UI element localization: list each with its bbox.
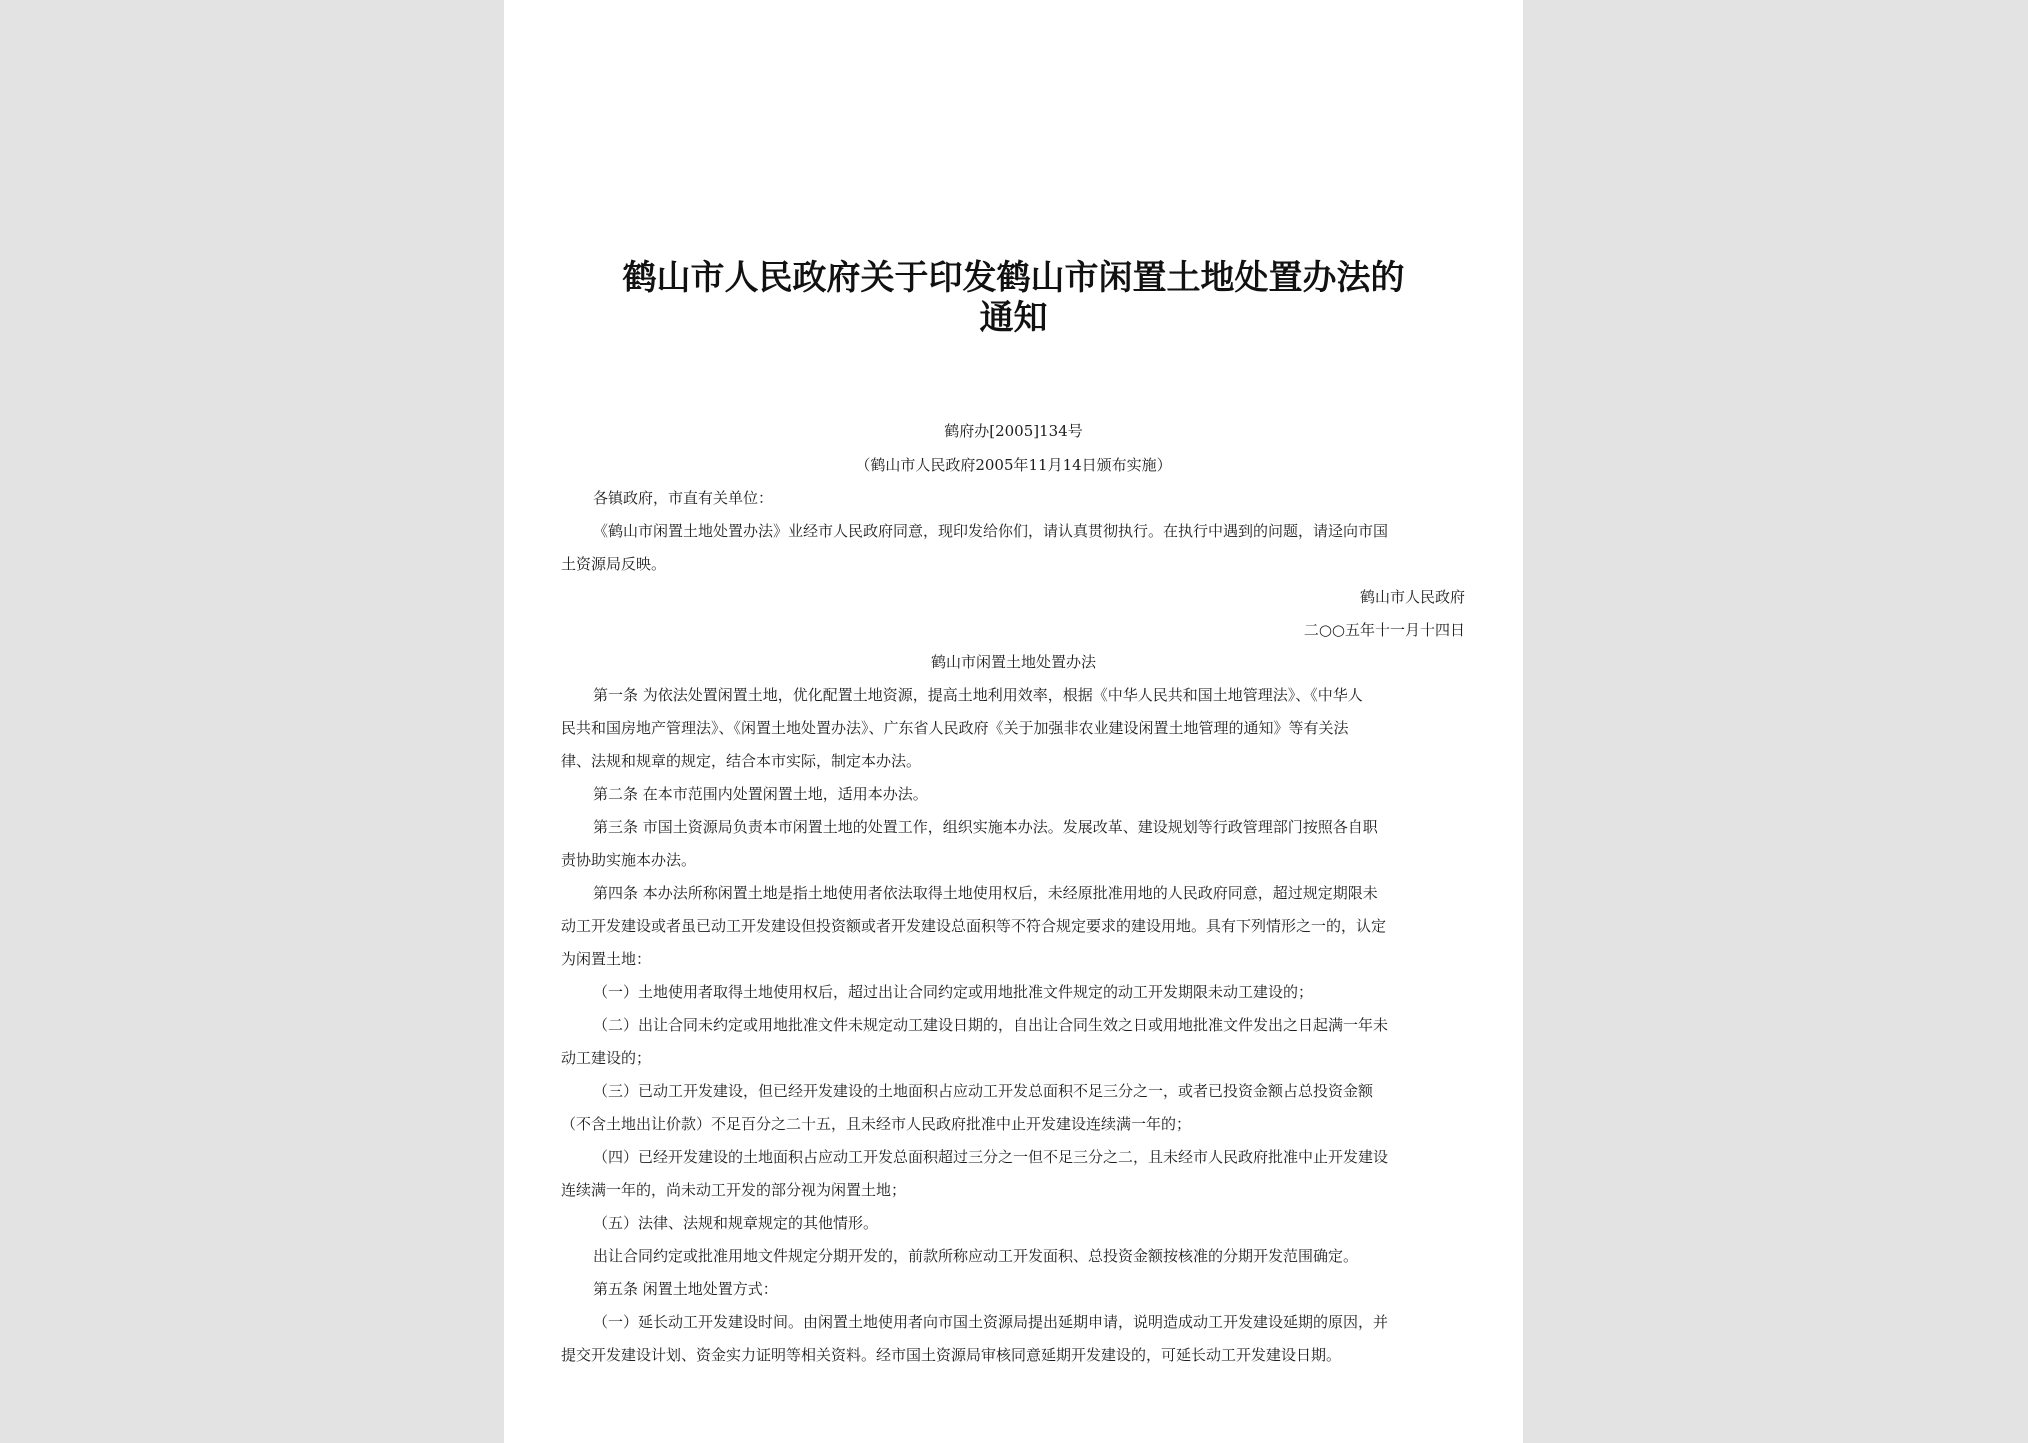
body-line: 律、法规和规章的规定，结合本市实际，制定本办法。 <box>561 752 922 770</box>
document-title <box>544 258 1483 338</box>
body-line: （四）已经开发建设的土地面积占应动工开发总面积超过三分之一但不足三分之二，且未经市人民政府批准中止开发建设 <box>593 1148 1389 1166</box>
body-line: （二）出让合同未约定或用地批准文件未规定动工建设日期的，自出让合同生效之日或用地批准文件发出之日起满一年未 <box>593 1016 1389 1034</box>
body-line: 提交开发建设计划、资金实力证明等相关资料。经市国土资源局审核同意延期开发建设的，可延长动工开发建设日期。 <box>561 1346 1342 1364</box>
body-line: 民共和国房地产管理法》、《闲置土地处置办法》、广东省人民政府《关于加强非农业建设闲置土地管理的通知》等有关法 <box>561 719 1349 737</box>
intro-line-2: 土资源局反映。 <box>561 555 667 573</box>
issued-note: （鹤山市人民政府2005年11月14日颁布实施） <box>855 456 1172 474</box>
intro-line-1: 《鹤山市闲置土地处置办法》业经市人民政府同意，现印发给你们，请认真贯彻执行。在执行中遇到的问题，请迳向市国 <box>593 522 1389 540</box>
body-line: （不含土地出让价款）不足百分之二十五，且未经市人民政府批准中止开发建设连续满一年的； <box>561 1115 1192 1133</box>
body-line: 第三条 市国土资源局负责本市闲置土地的处置工作，组织实施本办法。发展改革、建设规划等行政管理部门按照各自职 <box>593 818 1378 836</box>
document-page <box>504 0 1523 1443</box>
body-line: 为闲置土地： <box>561 950 652 968</box>
body-line: 第四条 本办法所称闲置土地是指土地使用者依法取得土地使用权后，未经原批准用地的人民政府同意，超过规定期限未 <box>593 884 1378 902</box>
title-line-2: 通知 <box>979 298 1048 338</box>
body-line: 连续满一年的，尚未动工开发的部分视为闲置土地； <box>561 1181 907 1199</box>
document-number: 鹤府办[2005]134号 <box>944 422 1083 440</box>
body-line: 出让合同约定或批准用地文件规定分期开发的，前款所称应动工开发面积、总投资金额按核准的分期开发范围确定。 <box>593 1247 1359 1265</box>
body-line: （三）已动工开发建设，但已经开发建设的土地面积占应动工开发总面积不足三分之一，或者已投资金额占总投资金额 <box>593 1082 1374 1100</box>
body-line: （一）土地使用者取得土地使用权后，超过出让合同约定或用地批准文件规定的动工开发期限未动工建设的； <box>593 983 1314 1001</box>
body-line: 第二条 在本市范围内处置闲置土地，适用本办法。 <box>593 785 928 803</box>
addressee: 各镇政府，市直有关单位： <box>593 489 774 507</box>
signature-org: 鹤山市人民政府 <box>1359 588 1465 606</box>
title-line-1: 鹤山市人民政府关于印发鹤山市闲置土地处置办法的 <box>622 258 1405 298</box>
signature-date: 二○○五年十一月十四日 <box>1303 621 1465 639</box>
body-line: 动工开发建设或者虽已动工开发建设但投资额或者开发建设总面积等不符合规定要求的建设用地。具有下列情形之一的，认定 <box>561 917 1387 935</box>
body-line: （五）法律、法规和规章规定的其他情形。 <box>593 1214 879 1232</box>
document-subtitle: 鹤山市闲置土地处置办法 <box>930 653 1096 671</box>
body-line: 第一条 为依法处置闲置土地，优化配置土地资源，提高土地利用效率，根据《中华人民共和国土地管理法》、《中华人 <box>593 686 1363 704</box>
body-line: 动工建设的； <box>561 1049 652 1067</box>
body-line: （一）延长动工开发建设时间。由闲置土地使用者向市国土资源局提出延期申请，说明造成动工开发建设延期的原因，并 <box>593 1313 1389 1331</box>
body-line: 责协助实施本办法。 <box>561 851 697 869</box>
body-line: 第五条 闲置土地处置方式： <box>593 1280 778 1298</box>
